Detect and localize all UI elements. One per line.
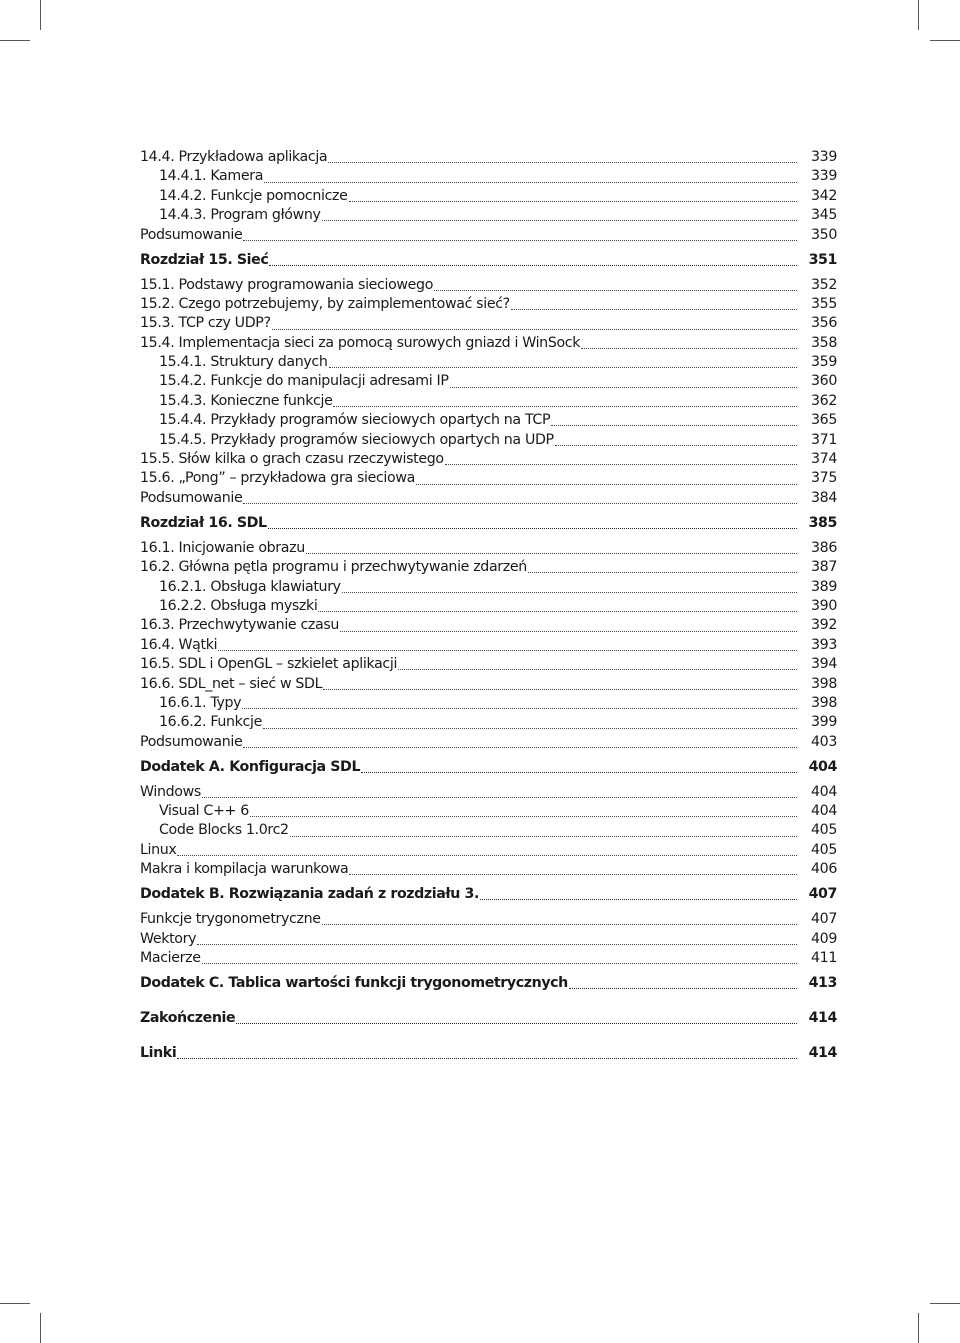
toc-entry-title: 14.4.2. Funkcje pomocnicze — [159, 187, 348, 204]
toc-entry-title: Rozdział 16. SDL — [140, 514, 267, 531]
dot-leader — [202, 797, 797, 798]
toc-entry-title: 16.6.1. Typy — [159, 694, 242, 711]
crop-mark-top-left — [40, 0, 41, 30]
toc-entry-page: 355 — [810, 295, 837, 312]
toc-entry-title: Linki — [140, 1044, 177, 1061]
toc-entry-page: 352 — [810, 276, 837, 293]
toc-entry-page: 350 — [810, 226, 837, 243]
toc-entry[interactable] — [140, 450, 837, 469]
toc-entry[interactable] — [140, 636, 837, 655]
toc-entry-page: 339 — [810, 149, 837, 165]
toc-entry[interactable] — [140, 295, 837, 314]
toc-entry-page: 404 — [808, 758, 837, 775]
toc-entry-page: 387 — [810, 559, 837, 576]
toc-entry-page: 404 — [810, 783, 837, 800]
toc-entry-title: Macierze — [140, 949, 201, 966]
dot-leader — [272, 329, 797, 330]
toc-chapter-entry[interactable] — [140, 514, 837, 533]
toc-entry-page: 362 — [810, 392, 837, 409]
dot-leader — [306, 553, 797, 554]
toc-spacer — [140, 1063, 837, 1069]
toc-entry[interactable] — [140, 655, 837, 674]
toc-entry-page: 413 — [808, 974, 837, 991]
crop-mark-bottom-right — [918, 1313, 919, 1343]
toc-entry[interactable] — [140, 694, 837, 713]
toc-entry-title: 15.4.5. Przykłady programów sieciowych opartych na UDP — [159, 431, 554, 448]
crop-mark-top-right — [918, 0, 919, 30]
toc-entry-page: 409 — [810, 930, 837, 947]
toc-spacer — [140, 993, 837, 1003]
dot-leader — [511, 309, 797, 310]
toc-entry[interactable] — [140, 411, 837, 430]
toc-entry-page: 358 — [810, 334, 837, 351]
toc-entry-title: 15.6. „Pong” – przykładowa gra sieciowa — [140, 470, 415, 487]
toc-entry-title: 15.4.1. Struktury danych — [159, 354, 328, 371]
toc-entry-page: 399 — [810, 714, 837, 731]
toc-entry[interactable] — [140, 841, 837, 860]
table-of-contents — [140, 148, 837, 1069]
dot-leader — [243, 240, 797, 241]
toc-entry-page: 351 — [808, 251, 837, 268]
dot-leader — [480, 899, 797, 900]
toc-entry-title: 15.5. Słów kilka o grach czasu rzeczywistego — [140, 451, 444, 468]
toc-entry[interactable] — [140, 616, 837, 635]
dot-leader — [177, 1058, 797, 1059]
toc-entry-title: 16.1. Inicjowanie obrazu — [140, 539, 305, 556]
toc-entry[interactable] — [140, 353, 837, 372]
toc-entry-title: Dodatek B. Rozwiązania zadań z rozdziału 3. — [140, 886, 479, 903]
toc-chapter-entry[interactable] — [140, 1009, 837, 1028]
toc-entry[interactable] — [140, 802, 837, 821]
toc-entry-title: Podsumowanie — [140, 733, 243, 750]
toc-entry-title: 14.4.3. Program główny — [159, 207, 321, 224]
dot-leader — [263, 728, 797, 729]
toc-entry-title: 15.4.2. Funkcje do manipulacji adresami IP — [159, 373, 449, 390]
toc-entry-page: 359 — [810, 354, 837, 371]
dot-leader — [361, 772, 797, 773]
dot-leader — [243, 503, 797, 504]
dot-leader — [569, 988, 797, 989]
toc-entry[interactable] — [140, 713, 837, 732]
toc-entry-title: 15.4.4. Przykłady programów sieciowych opartych na TCP — [159, 412, 551, 429]
toc-entry-title: 15.2. Czego potrzebujemy, by zaimplementować sieć? — [140, 295, 510, 312]
toc-entry-page: 392 — [810, 617, 837, 634]
dot-leader — [450, 387, 797, 388]
dot-leader — [218, 650, 797, 651]
dot-leader — [318, 611, 797, 612]
toc-entry-title: 15.4. Implementacja sieci za pomocą surowych gniazd i WinSock — [140, 334, 581, 351]
toc-entry[interactable] — [140, 783, 837, 802]
dot-leader — [349, 874, 797, 875]
dot-leader — [349, 201, 797, 202]
toc-entry-title: Linux — [140, 841, 177, 858]
dot-leader — [329, 367, 797, 368]
dot-leader — [323, 689, 797, 690]
toc-entry-page: 389 — [810, 578, 837, 595]
toc-entry-page: 345 — [810, 207, 837, 224]
dot-leader — [555, 445, 797, 446]
toc-entry[interactable] — [140, 148, 837, 167]
toc-entry-page: 385 — [808, 514, 837, 531]
toc-entry-title: Dodatek A. Konfiguracja SDL — [140, 758, 361, 775]
dot-leader — [398, 669, 797, 670]
toc-entry[interactable] — [140, 314, 837, 333]
dot-leader — [445, 464, 797, 465]
toc-entry-page: 342 — [810, 187, 837, 204]
toc-entry-title: Code Blocks 1.0rc2 — [159, 822, 289, 839]
toc-entry-page: 375 — [810, 470, 837, 487]
toc-entry-page: 411 — [810, 949, 837, 966]
dot-leader — [202, 963, 797, 964]
toc-entry-page: 386 — [810, 539, 837, 556]
dot-leader — [243, 747, 797, 748]
toc-entry-title: 16.4. Wątki — [140, 636, 218, 653]
dot-leader — [581, 348, 797, 349]
toc-entry-title: Zakończenie — [140, 1009, 236, 1026]
toc-entry-title: 16.5. SDL i OpenGL – szkielet aplikacji — [140, 656, 398, 673]
toc-entry-title: 16.2.1. Obsługa klawiatury — [159, 578, 341, 595]
toc-entry-title: 14.4. Przykładowa aplikacja — [140, 149, 328, 165]
toc-entry[interactable] — [140, 469, 837, 488]
toc-entry-page: 360 — [810, 373, 837, 390]
toc-chapter-entry[interactable] — [140, 758, 837, 777]
dot-leader — [322, 924, 797, 925]
toc-entry-title: Podsumowanie — [140, 226, 243, 243]
toc-entry[interactable] — [140, 167, 837, 186]
dot-leader — [551, 425, 797, 426]
toc-entry-title: 16.2.2. Obsługa myszki — [159, 597, 318, 614]
toc-entry-page: 339 — [810, 168, 837, 185]
toc-entry[interactable] — [140, 276, 837, 295]
dot-leader — [333, 406, 797, 407]
toc-entry-page: 398 — [810, 675, 837, 692]
toc-entry-page: 398 — [810, 694, 837, 711]
toc-chapter-entry[interactable] — [140, 251, 837, 270]
toc-entry-page: 407 — [808, 886, 837, 903]
toc-entry[interactable] — [140, 733, 837, 752]
toc-entry-page: 356 — [810, 315, 837, 332]
toc-entry-page: 404 — [810, 803, 837, 820]
toc-entry[interactable] — [140, 226, 837, 245]
toc-entry[interactable] — [140, 675, 837, 694]
dot-leader — [328, 162, 797, 163]
toc-entry-title: 15.1. Podstawy programowania sieciowego — [140, 276, 434, 293]
dot-leader — [528, 572, 797, 573]
toc-entry-title: 14.4.1. Kamera — [159, 168, 264, 185]
toc-entry-title: 16.6. SDL_net – sieć w SDL — [140, 675, 323, 692]
toc-entry[interactable] — [140, 489, 837, 508]
toc-entry-page: 414 — [808, 1044, 837, 1061]
toc-entry[interactable] — [140, 930, 837, 949]
toc-entry[interactable] — [140, 392, 837, 411]
dot-leader — [434, 290, 797, 291]
toc-entry-page: 393 — [810, 636, 837, 653]
toc-entry-title: 16.6.2. Funkcje — [159, 714, 262, 731]
crop-mark-bottom-left-h — [0, 1303, 30, 1304]
toc-entry-title: Makra i kompilacja warunkowa — [140, 861, 349, 878]
toc-entry[interactable] — [140, 949, 837, 968]
toc-entry-page: 407 — [810, 911, 837, 928]
toc-entry[interactable] — [140, 334, 837, 353]
dot-leader — [197, 944, 797, 945]
toc-entry-page: 406 — [810, 861, 837, 878]
toc-entry-page: 384 — [810, 489, 837, 506]
toc-entry-title: 16.3. Przechwytywanie czasu — [140, 617, 340, 634]
toc-entry[interactable] — [140, 372, 837, 391]
toc-entry-title: Funkcje trygonometryczne — [140, 911, 321, 928]
crop-mark-top-left-h — [0, 40, 30, 41]
dot-leader — [342, 592, 797, 593]
dot-leader — [264, 182, 797, 183]
toc-entry-title: 15.3. TCP czy UDP? — [140, 315, 271, 332]
toc-entry-title: Wektory — [140, 930, 197, 947]
toc-entry[interactable] — [140, 578, 837, 597]
dot-leader — [416, 484, 797, 485]
toc-entry-title: 15.4.3. Konieczne funkcje — [159, 392, 333, 409]
dot-leader — [177, 855, 797, 856]
toc-entry-page: 403 — [810, 733, 837, 750]
toc-entry[interactable] — [140, 860, 837, 879]
toc-entry-page: 390 — [810, 597, 837, 614]
toc-entry-title: Podsumowanie — [140, 489, 243, 506]
toc-entry[interactable] — [140, 431, 837, 450]
dot-leader — [290, 836, 797, 837]
toc-entry-page: 371 — [810, 431, 837, 448]
dot-leader — [250, 816, 797, 817]
toc-entry[interactable] — [140, 910, 837, 929]
toc-entry-page: 374 — [810, 451, 837, 468]
toc-entry-title: 16.2. Główna pętla programu i przechwytywanie zdarzeń — [140, 559, 527, 576]
toc-entry-title: Rozdział 15. Sieć — [140, 251, 269, 268]
toc-entry-title: Dodatek C. Tablica wartości funkcji trygonometrycznych — [140, 974, 568, 991]
toc-entry-title: Windows — [140, 783, 201, 800]
dot-leader — [340, 631, 797, 632]
toc-entry[interactable] — [140, 539, 837, 558]
dot-leader — [242, 708, 797, 709]
toc-entry-page: 405 — [810, 841, 837, 858]
crop-mark-top-right-h — [930, 40, 960, 41]
dot-leader — [269, 265, 797, 266]
crop-mark-bottom-left — [40, 1313, 41, 1343]
crop-mark-bottom-right-h — [930, 1303, 960, 1304]
toc-chapter-entry[interactable] — [140, 1044, 837, 1063]
toc-entry-title: Visual C++ 6 — [159, 803, 249, 820]
toc-entry-page: 365 — [810, 412, 837, 429]
dot-leader — [236, 1023, 797, 1024]
toc-chapter-entry[interactable] — [140, 885, 837, 904]
toc-spacer — [140, 1028, 837, 1038]
toc-entry[interactable] — [140, 821, 837, 840]
toc-entry[interactable] — [140, 558, 837, 577]
toc-chapter-entry[interactable] — [140, 974, 837, 993]
toc-entry[interactable] — [140, 597, 837, 616]
toc-entry-page: 414 — [808, 1009, 837, 1026]
toc-entry-page: 405 — [810, 822, 837, 839]
toc-entry[interactable] — [140, 187, 837, 206]
toc-entry[interactable] — [140, 206, 837, 225]
dot-leader — [268, 528, 797, 529]
toc-entry-page: 394 — [810, 656, 837, 673]
dot-leader — [322, 220, 797, 221]
